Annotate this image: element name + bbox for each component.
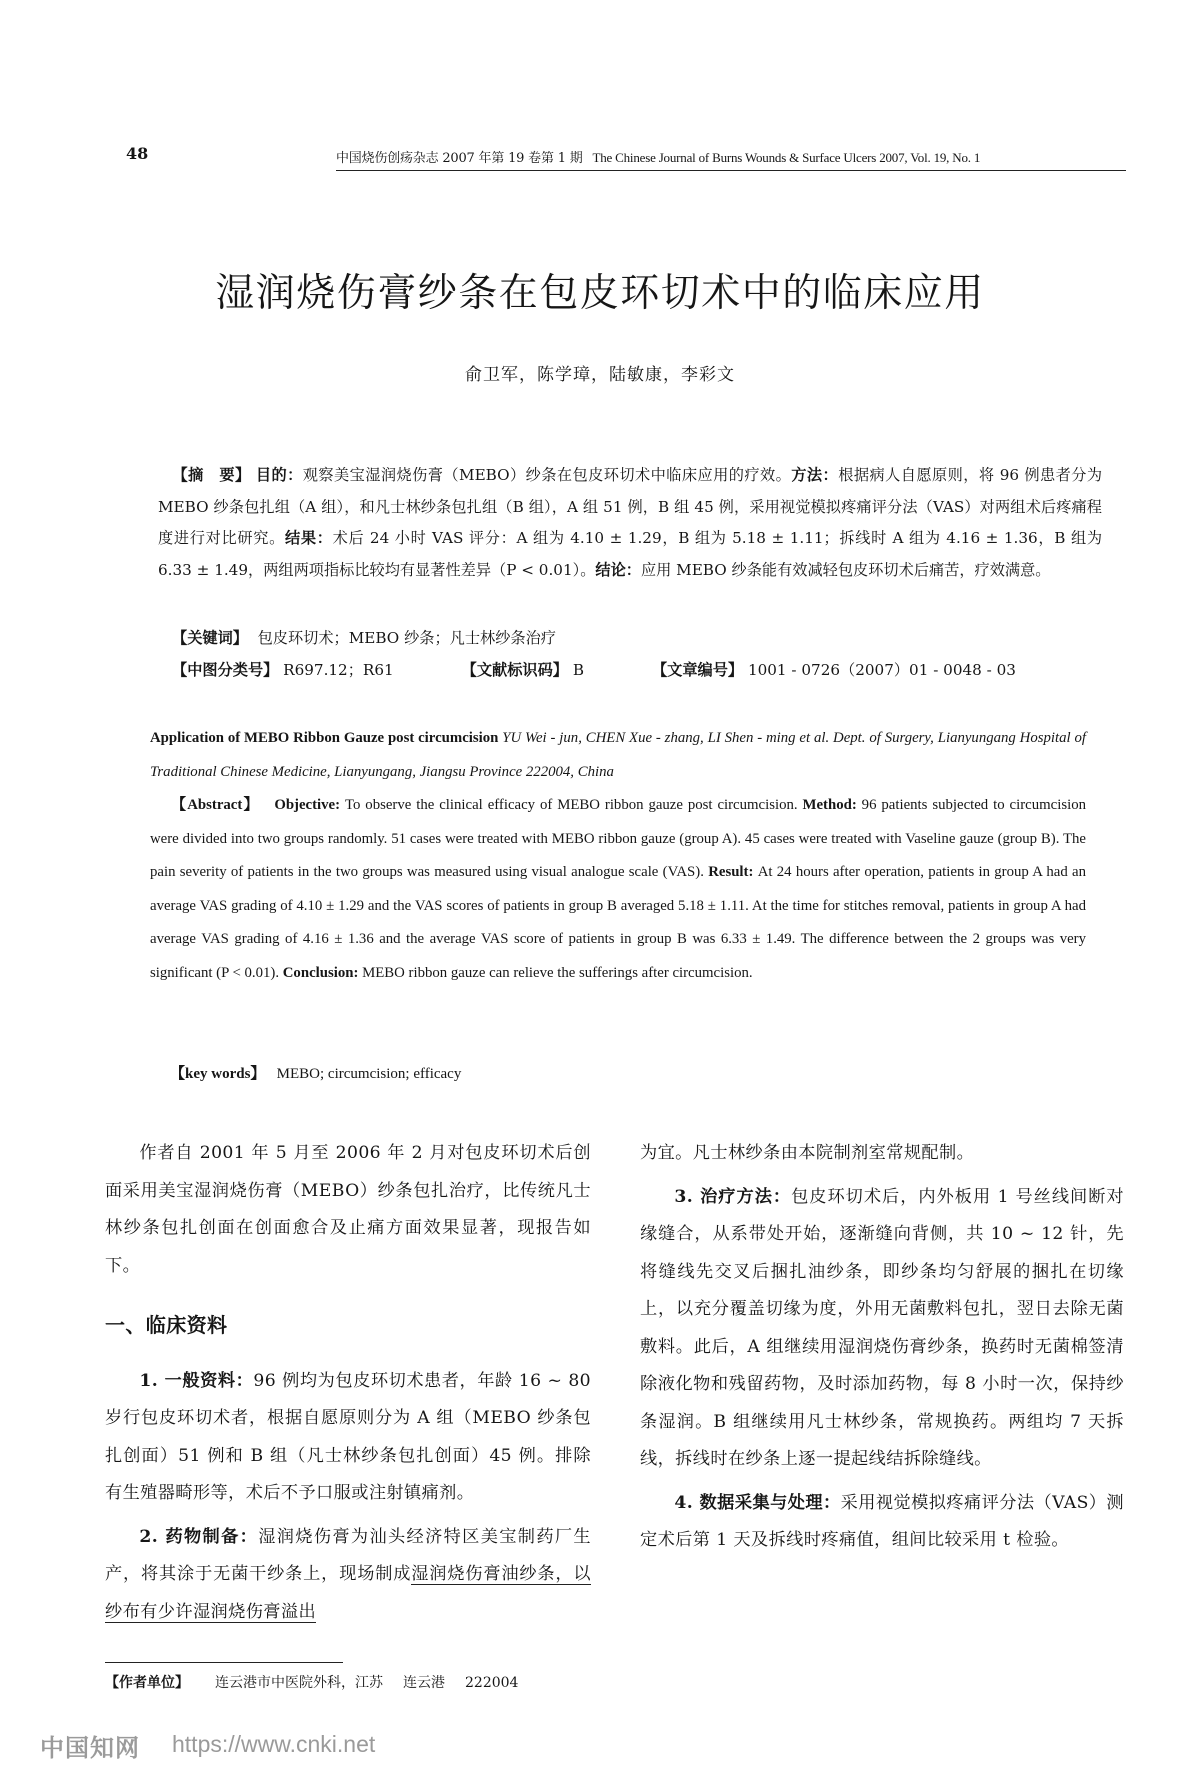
intro-paragraph: 作者自 2001 年 5 月至 2006 年 2 月对包皮环切术后创面采用美宝湿润烧伤膏（MEBO）纱条包扎治疗，比传统凡士林纱条包扎创面在创面愈合及止痛方面效果显著，现报告如下。 [105, 1143, 591, 1276]
cn-doc-value: B [572, 661, 584, 679]
paragraph-treatment [640, 1179, 1124, 1479]
body-right-column [640, 1135, 1124, 1560]
cn-class-label: 【中图分类号】 [172, 661, 279, 679]
page-number: 48 [126, 144, 149, 163]
en-conclusion-label: Conclusion: [282, 964, 359, 981]
en-result-label: Result: [708, 864, 754, 880]
footnote-divider [105, 1662, 343, 1663]
footnote-postcode: 222004 [465, 1675, 519, 1691]
cn-method: 根据病人自愿原则，将 96 例患者分为 MEBO 纱条包扎组（A 组），和凡士林纱条包扎组（B 组），A 组 51 例，B 组 45 例，采用视觉模拟疼痛评分法（VAS）对两组术后疼痛程度进行对比研究。 [158, 466, 1103, 548]
article-authors: 俞卫军，陈学璋，陆敏康，李彩文 [465, 365, 735, 385]
cn-objective-label: 目的： [255, 466, 303, 484]
cn-result: 术后 24 小时 VAS 评分：A 组为 4.10 ± 1.29，B 组为 5.18 ± 1.11；拆线时 A 组为 4.16 ± 1.36，B 组为 6.33 ± 1.49，两组两项指标比较均有显著性差异（P < 0.01）。 [158, 529, 1103, 579]
en-keywords: MEBO; circumcision; efficacy [276, 1066, 462, 1082]
author-unit-footnote [105, 1672, 518, 1692]
en-result: At 24 hours after operation, patients in group A had an average VAS grading of 4.10 ± 1.29 and the VAS scores of patients in group B averaged 5.18 ± 1.11. At the time for stitches removal, patients in group A had average VAS grading of 4.16 ± 1.36 and the average VAS score of patients in group B was 6.33 ± 1.49. The difference between the 2 groups was very significant (P < 0.01). [150, 864, 1087, 981]
en-authors: YU Wei - jun, CHEN Xue - zhang, LI Shen - ming et al. [502, 730, 830, 746]
en-objective-label: Objective: [274, 797, 341, 813]
en-keywords-row [170, 1062, 461, 1083]
cn-keywords-row [172, 623, 556, 655]
cn-abstract-label: 【摘 要】 [172, 466, 251, 484]
p1-text: 96 例均为包皮环切术患者，年龄 16 ~ 80 岁行包皮环切术者，根据自愿原则分为 A 组（MEBO 纱条包扎创面）51 例和 B 组（凡士林纱条包扎创面）45 例。排除有生殖器畸形等，术后不予口服或注射镇痛剂。 [105, 1370, 591, 1503]
en-abstract [150, 722, 1086, 990]
cnki-watermark-logo: 中国知网 [40, 1734, 140, 1762]
cn-conclusion: 应用 MEBO 纱条能有效减轻包皮环切术后痛苦，疗效满意。 [640, 560, 1051, 579]
footnote-label: 【作者单位】 [105, 1675, 189, 1691]
en-method-label: Method: [802, 797, 857, 813]
running-head [336, 147, 1126, 171]
right-continuation: 为宜。凡士林纱条由本院制剂室常规配制。 [640, 1143, 975, 1163]
cn-method-label: 方法： [791, 466, 839, 484]
article-title: 湿润烧伤膏纱条在包皮环切术中的临床应用 [215, 271, 985, 316]
cn-article-no-value: 1001 - 0726（2007）01 - 0048 - 03 [747, 661, 1016, 679]
cn-abstract [158, 460, 1102, 586]
en-conclusion: MEBO ribbon gauze can relieve the sufferings after circumcision. [362, 964, 753, 981]
p4-text: 采用视觉模拟疼痛评分法（VAS）测定术后第 1 天及拆线时疼痛值，组间比较采用 t 检验。 [640, 1492, 1125, 1550]
paragraph-data-processing [640, 1485, 1124, 1560]
journal-cn: 中国烧伤创疡杂志 2007 年第 19 卷第 1 期 [336, 151, 583, 166]
cn-keywords: 包皮环切术；MEBO 纱条；凡士林纱条治疗 [257, 629, 556, 647]
p4-label: 4. 数据采集与处理： [674, 1492, 841, 1513]
journal-en: The Chinese Journal of Burns Wounds & Surface Ulcers 2007, Vol. 19, No. 1 [592, 150, 981, 165]
cn-objective: 观察美宝湿润烧伤膏（MEBO）纱条在包皮环切术中临床应用的疗效。 [302, 466, 792, 484]
en-method: 96 patients subjected to circumcision were divided into two groups randomly. 51 cases were treated with MEBO ribbon gauze (group A). 45 cases were treated with Vaseline gauze (group B). The pain severity of patients in the two groups was measured using visual analogue scale (VAS). [150, 797, 1086, 880]
en-affiliation: Dept. of Surgery, Lianyungang Hospital of Traditional Chinese Medicine, Lianyungang, Jiangsu Province 222004, China [150, 730, 1087, 780]
body-left-column [105, 1135, 591, 1631]
footnote-unit: 连云港市中医院外科，江苏 [215, 1675, 383, 1691]
cn-doc-label: 【文献标识码】 [461, 661, 568, 679]
en-keywords-label: 【key words】 [170, 1066, 266, 1082]
p2-text-a: 湿润烧伤膏为汕头经济特区美宝制药厂生产，将其涂于无菌干纱条上，现场制成 [105, 1526, 591, 1584]
footnote-city: 连云港 [403, 1675, 445, 1691]
paragraph-drug-prep [105, 1519, 591, 1632]
p1-label: 1. 一般资料： [139, 1370, 254, 1391]
en-abstract-label: 【Abstract】 [170, 797, 260, 813]
section-heading-clinical-data: 一、临床资料 [105, 1313, 228, 1337]
p2-label: 2. 药物制备： [139, 1526, 259, 1547]
cn-class-value: R697.12；R61 [283, 661, 394, 679]
cn-keywords-label: 【关键词】 [172, 629, 248, 647]
cnki-watermark-url[interactable]: https://www.cnki.net [172, 1731, 376, 1757]
cn-conclusion-label: 结论： [595, 560, 641, 579]
p3-text: 包皮环切术后，内外板用 1 号丝线间断对缘缝合，从系带处开始，逐渐缝向背侧，共 10 ~ 12 针，先将缝线先交叉后捆扎油纱条，即纱条均匀舒展的捆扎在切缘上，以充分覆盖切缘为度，外用无菌敷料包扎，翌日去除无菌敷料。此后，A 组继续用湿润烧伤膏纱条，换药时无菌棉签清除液化物和残留药物，及时添加药物，每 8 小时一次，保持纱条湿润。B 组继续用凡士林纱条，常规换药。两组均 7 天拆线，拆线时在纱条上逐一提起线结拆除缝线。 [640, 1186, 1124, 1469]
cn-classification-row [172, 655, 1084, 687]
cn-result-label: 结果： [285, 529, 333, 548]
p3-label: 3. 治疗方法： [674, 1186, 792, 1207]
en-title: Application of MEBO Ribbon Gauze post circumcision [150, 730, 499, 746]
p2-text-b: 湿润烧伤膏油纱条，以纱布有少许湿润烧伤膏溢出 [105, 1564, 591, 1622]
cn-article-no-label: 【文章编号】 [651, 661, 744, 679]
paragraph-general-data [105, 1363, 591, 1513]
en-objective: To observe the clinical efficacy of MEBO ribbon gauze post circumcision. [344, 797, 798, 813]
